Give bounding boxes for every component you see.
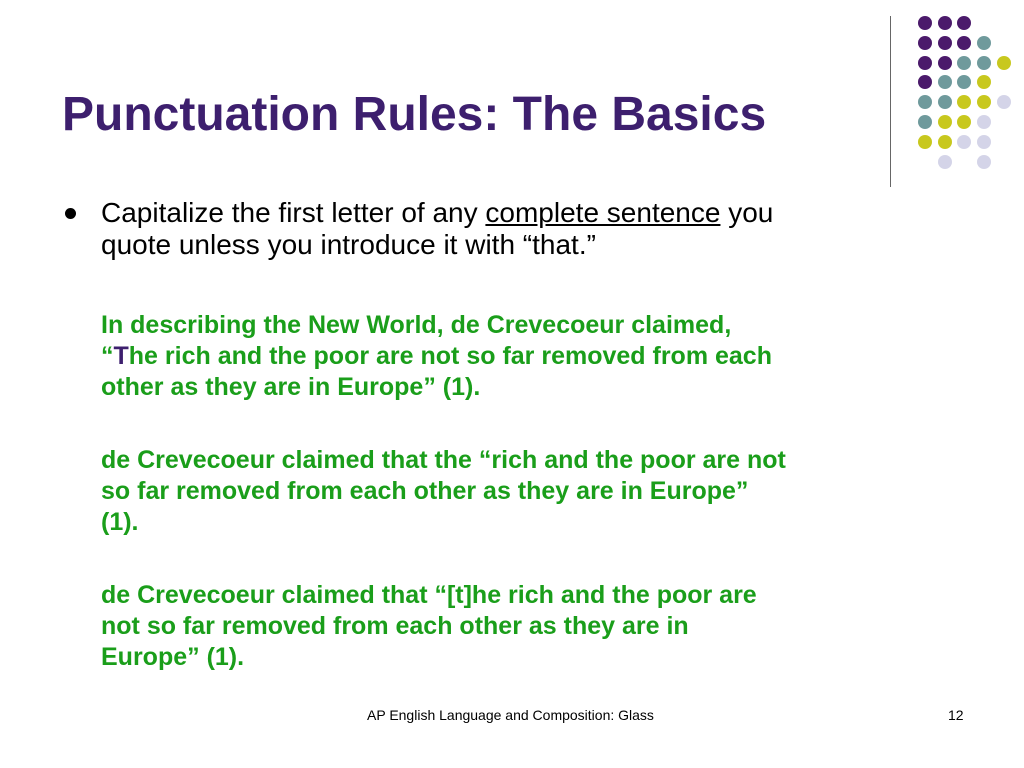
bullet-text	[101, 197, 941, 261]
example-1-line-2-rest: he rich and the poor are not so far removed from each	[128, 342, 772, 370]
decorative-dot	[918, 95, 932, 109]
decorative-dot	[997, 95, 1011, 109]
decorative-dot	[997, 56, 1011, 70]
footer-text: AP English Language and Composition: Glass	[367, 707, 654, 723]
decorative-dot	[938, 115, 952, 129]
decorative-dot	[977, 155, 991, 169]
decorative-dot	[977, 56, 991, 70]
example-2-line-3: (1).	[101, 508, 139, 536]
decorative-dot	[938, 36, 952, 50]
decorative-dot	[938, 16, 952, 30]
example-3	[101, 580, 981, 673]
example-1-line-3: other as they are in Europe” (1).	[101, 373, 481, 401]
decorative-dot	[957, 115, 971, 129]
example-3-line-1: de Crevecoeur claimed that “[t]he rich and the poor are	[101, 581, 757, 609]
decorative-dot-grid	[0, 0, 1024, 200]
bullet-text-underlined: complete sentence	[485, 197, 721, 228]
decorative-dot	[977, 115, 991, 129]
decorative-dot	[957, 95, 971, 109]
decorative-dot	[938, 155, 952, 169]
decorative-dot	[918, 75, 932, 89]
decorative-dot	[918, 16, 932, 30]
decorative-dot	[977, 135, 991, 149]
example-1-line-2	[101, 341, 981, 372]
example-1	[101, 310, 981, 403]
decorative-dot	[938, 95, 952, 109]
decorative-dot	[957, 56, 971, 70]
page-number: 12	[948, 707, 964, 723]
bullet-text-pre: Capitalize the first letter of any	[101, 197, 486, 228]
example-1-open-quote: “	[101, 342, 114, 370]
decorative-dot	[918, 135, 932, 149]
bullet-text-line2: quote unless you introduce it with “that.”	[101, 229, 596, 260]
decorative-dot	[918, 56, 932, 70]
example-3-line-3: Europe” (1).	[101, 643, 245, 671]
bullet-icon	[65, 208, 76, 219]
decorative-dot	[977, 75, 991, 89]
decorative-dot	[918, 36, 932, 50]
bullet-text-post: you	[720, 197, 774, 228]
example-1-line-1: In describing the New World, de Crevecoeur claimed,	[101, 311, 732, 339]
decorative-dot	[957, 16, 971, 30]
decorative-dot	[977, 95, 991, 109]
example-2-line-1: de Crevecoeur claimed that the “rich and the poor are not	[101, 446, 786, 474]
decorative-dot	[977, 36, 991, 50]
decorative-dot	[938, 135, 952, 149]
example-3-line-2: not so far removed from each other as they are in	[101, 612, 689, 640]
slide-title: Punctuation Rules: The Basics	[62, 88, 767, 141]
example-2	[101, 445, 981, 538]
decorative-dot	[957, 75, 971, 89]
example-2-line-2: so far removed from each other as they are in Europe”	[101, 477, 749, 505]
decorative-dot	[938, 75, 952, 89]
decorative-dot	[938, 56, 952, 70]
decorative-dot	[957, 135, 971, 149]
decorative-dot	[918, 115, 932, 129]
decorative-dot	[957, 36, 971, 50]
example-1-capital-letter: T	[113, 342, 129, 370]
